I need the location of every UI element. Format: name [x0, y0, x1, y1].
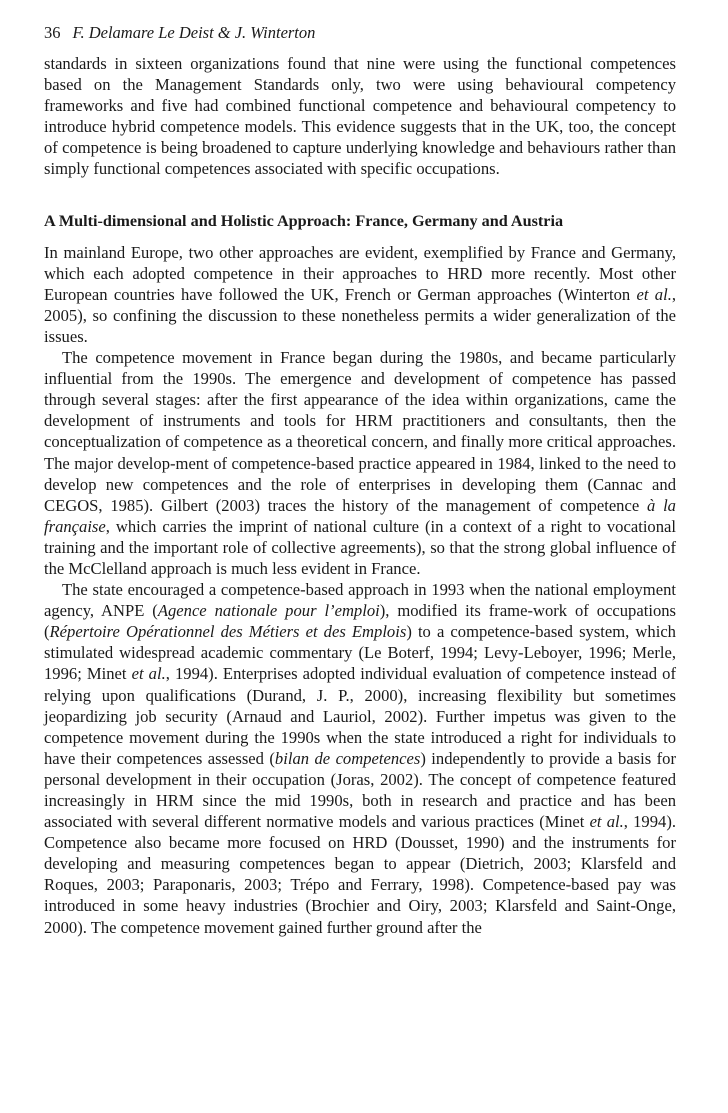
- running-head-authors: F. Delamare Le Deist & J. Winterton: [72, 23, 316, 42]
- paragraph-2-end: , which carries the imprint of national culture (in a context of a right to vocational training and the important role of collective agreements), so that the strong global influence of the McClelland approach is much less evident in France.: [44, 516, 676, 578]
- section-heading: A Multi-dimensional and Holistic Approach: France, Germany and Austria: [44, 211, 564, 230]
- paragraph-3-rome: Répertoire Opérationnel des Métiers et des Emplois: [49, 622, 407, 642]
- paragraph-3-anpe: Agence nationale pour l’emploi: [157, 601, 380, 621]
- paragraph-3-a: The state encouraged a competence-based approach in 1993 when the national employment agency, ANPE (: [44, 580, 676, 621]
- paragraph-1: [44, 242, 676, 347]
- page-number: 36: [44, 23, 61, 42]
- intro-paragraph: standards in sixteen organizations found that nine were using the functional competences based on the Management Standards only, two were using behavioural competency frameworks and five had combined functional competence and behavioural competency to introduce hybrid competence models. This evidence suggests that in the UK, too, the concept of competence is being broadened to capture underlying knowledge and behaviours rather than simply functional competences associated with specific occupations.: [44, 54, 676, 179]
- paragraph-3-e: ) independently to provide a basis for personal development in their occupation (Joras, 2002). The concept of competence featured increasingly in HRM since the mid 1990s, both in research and practice and has been associated with several different normative models and various practices (Minet: [44, 748, 676, 832]
- paragraph-1-text: In mainland Europe, two other approaches are evident, exemplified by France and Germany, which each adopted competence in their approaches to HRD more recently. Most other European countries have followed the UK, French or German approaches (Winterton: [44, 242, 676, 304]
- paragraph-3-c: ) to a competence-based system, which stimulated widespread academic commentary (Le Boterf, 1994; Levy-Leboyer, 1996; Merle, 1996; Minet: [44, 622, 676, 684]
- paragraph-1-etal: et al.: [636, 284, 672, 304]
- paragraph-3-etal-1: et al.: [131, 664, 166, 684]
- paragraph-3-d: , 1994). Enterprises adopted individual evaluation of competence instead of relying upon qualifications (Durand, J. P., 2000), increasing flexibility but sometimes jeopardizing job security (Arnaud and Lauriol, 2002). Further impetus was given to the competence movement during the 1990s when the state introduced a right for individuals to have their competences assessed (: [44, 664, 676, 768]
- paragraph-2-text: The competence movement in France began during the 1980s, and became particularly influential from the 1990s. The emergence and development of competence has passed through several stages: after the first appearance of the idea within organizations, came the development of instruments and tools for HRM practitioners and consultants, then the conceptualization of competence as a theoretical concern, and finally more critical approaches. The major develop-ment of competence-based practice appeared in 1984, linked to the need to develop new competences and the role of enterprises in developing them (Cannac and CEGOS, 1985). Gilbert (2003) traces the history of the management of competence: [44, 348, 676, 515]
- paragraph-3: [44, 579, 676, 938]
- paragraph-3-etal-2: et al.: [589, 812, 624, 832]
- paragraph-3-bilan: bilan de competences: [274, 748, 421, 768]
- paragraph-2: [44, 347, 676, 579]
- paragraph-2-italic: à la française: [44, 495, 676, 536]
- running-head: [44, 22, 676, 44]
- paragraph-1-end: , 2005), so confining the discussion to these nonetheless permits a wider generalization of the issues.: [44, 284, 677, 346]
- paragraph-3-b: ), modified its frame-work of occupations (: [44, 601, 676, 642]
- paragraph-3-f: , 1994). Competence also became more focused on HRD (Dousset, 1990) and the instruments for developing and measuring competences began to appear (Dietrich, 2003; Klarsfeld and Roques, 2003; Paraponaris, 2003; Trépo and Ferrary, 1998). Competence-based pay was introduced in some heavy industries (Brochier and Oiry, 2003; Klarsfeld and Saint-Onge, 2000). The competence movement gained further ground after the: [44, 812, 676, 937]
